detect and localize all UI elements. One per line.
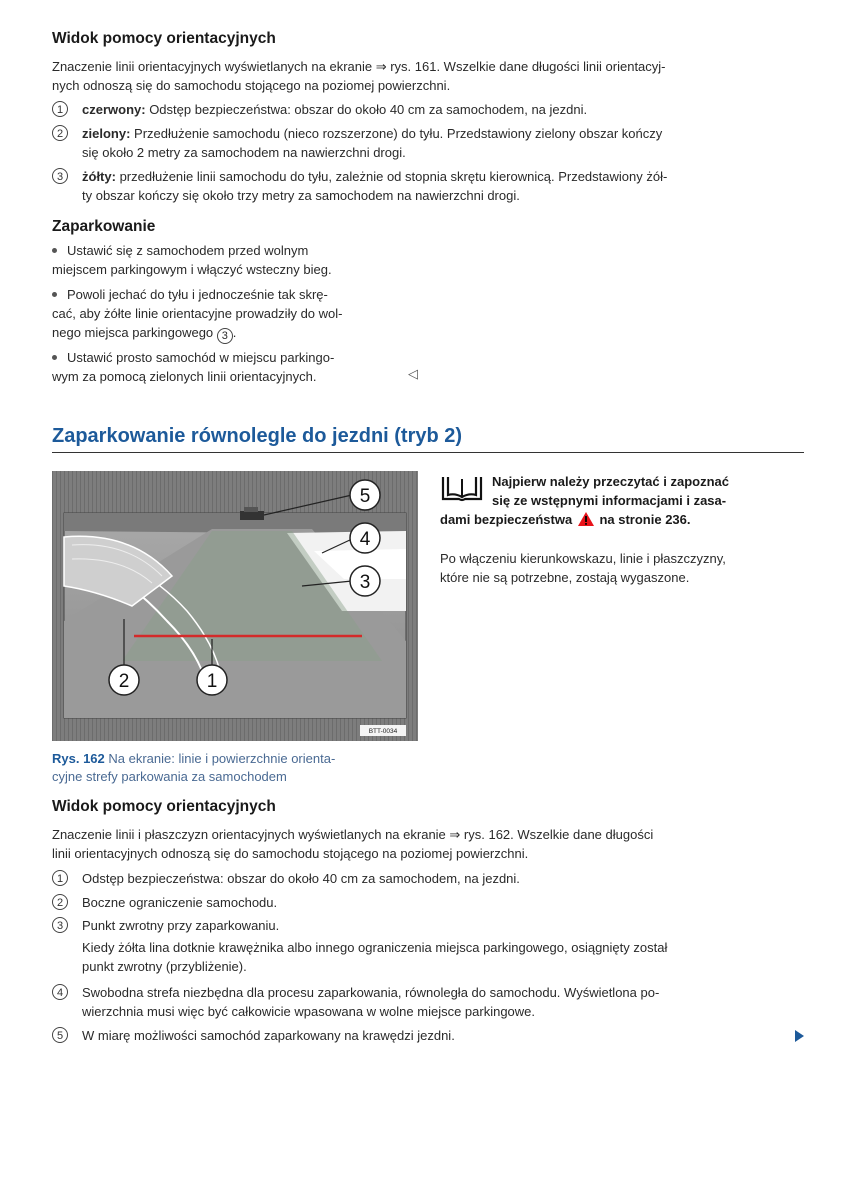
parking-bullet-1: Ustawić się z samochodem przed wolnym miejscem parkingowym i włączyć wsteczny bieg. — [52, 243, 332, 277]
camera-view-illustration — [52, 471, 418, 741]
bullet-dot — [52, 248, 57, 253]
svg-text:2: 2 — [118, 671, 130, 692]
top-heading: Widok pomocy orientacyjnych — [52, 30, 276, 47]
callout-1 — [197, 665, 227, 695]
bullet-dot — [52, 292, 57, 297]
callout-4 — [350, 523, 380, 553]
next-page-arrow-icon — [795, 1030, 804, 1042]
section-end-mark: ◁ — [408, 366, 418, 381]
bottom-item-2: 2 Boczne ograniczenie samochodu. — [52, 893, 842, 912]
bullet-dot — [52, 355, 57, 360]
safety-note: Najpierw należy przeczytać i zapoznać się ze wstępnymi informacjami i zasa- — [492, 474, 729, 508]
bottom-heading: Widok pomocy orientacyjnych — [52, 798, 276, 815]
warning-icon — [578, 512, 594, 526]
svg-text:1: 1 — [206, 671, 218, 692]
bottom-item-3-note: Kiedy żółta lina dotknie krawężnika albo innego ograniczenia miejsca parkingowego, osiągnięty został punkt zwrotny (przybliżenie). — [82, 940, 668, 974]
svg-text:5: 5 — [359, 486, 371, 507]
callout-3 — [350, 566, 380, 596]
note-paragraph: Po włączeniu kierunkowskazu, linie i płaszczyzny, które nie są potrzebne, zostają wygaszone. — [440, 551, 726, 585]
parking-bullet-3: Ustawić prosto samochód w miejscu parkingo- wym za pomocą zielonych linii orientacyjnych. — [52, 350, 335, 384]
section-title: Zaparkowanie równolegle do jezdni (tryb 2) — [52, 425, 463, 447]
bottom-item-5: 5 W miarę możliwości samochód zaparkowany na krawędzi jezdni. — [52, 1026, 842, 1045]
figure-caption: Rys. 162 Na ekranie: linie i powierzchnie orienta- cyjne strefy parkowania za samochodem — [52, 751, 336, 784]
bottom-item-1: 1 Odstęp bezpieczeństwa: obszar do około 40 cm za samochodem, na jezdni. — [52, 869, 842, 888]
top-intro: Znaczenie linii orientacyjnych wyświetlanych na ekranie ⇒ rys. 161. Wszelkie dane długości linii orientacyj- nych odnoszą się do samochodu stojącego na poziomej powierzchni. — [52, 59, 666, 93]
parking-heading: Zaparkowanie — [52, 218, 156, 235]
svg-text:3: 3 — [359, 572, 371, 593]
figure-code: BTT-0034 — [368, 728, 398, 735]
top-item-2: 2 zielony: Przedłużenie samochodu (nieco rozszerzone) do tyłu. Przedstawiony zielony obszar kończy się około 2 metry za samochodem na nawierzchni drogi. — [52, 124, 842, 162]
svg-text:4: 4 — [359, 529, 371, 550]
ref-circle-3: 3 — [217, 328, 233, 344]
callout-2 — [109, 665, 139, 695]
safety-note-line3: dami bezpieczeństwa na stronie 236. — [440, 512, 691, 527]
top-item-1: 1 czerwony: Odstęp bezpieczeństwa: obszar do około 40 cm za samochodem, na jezdni. — [52, 100, 842, 119]
book-icon — [440, 473, 484, 503]
bottom-intro: Znaczenie linii i płaszczyzn orientacyjnych wyświetlanych na ekranie ⇒ rys. 162. Wszelkie dane długości linii orientacyjnych odnoszą się do samochodu stojącego na poziomej powierzchni. — [52, 827, 654, 861]
parking-bullet-2: Powoli jechać do tyłu i jednocześnie tak skrę- cać, aby żółte linie orientacyjne prowadziły do wol- nego miejsca parkingowego 3 . — [52, 287, 343, 342]
figure-camera-view — [52, 471, 418, 741]
bottom-item-3: 3 Punkt zwrotny przy zaparkowaniu. — [52, 916, 842, 935]
top-item-3: 3 żółty: przedłużenie linii samochodu do tyłu, zależnie od stopnia skrętu kierownicą. Przedstawiony żół- ty obszar kończy się około trzy metry za samochodem na nawierzchni drogi. — [52, 167, 842, 205]
section-rule — [52, 452, 804, 453]
bottom-item-4: 4 Swobodna strefa niezbędna dla procesu zaparkowania, równoległa do samochodu. Wyświetlona po- wierzchnia musi więc być całkowicie wpasowana w wolne miejsce parkingowe. — [52, 983, 842, 1021]
callout-5 — [350, 480, 380, 510]
